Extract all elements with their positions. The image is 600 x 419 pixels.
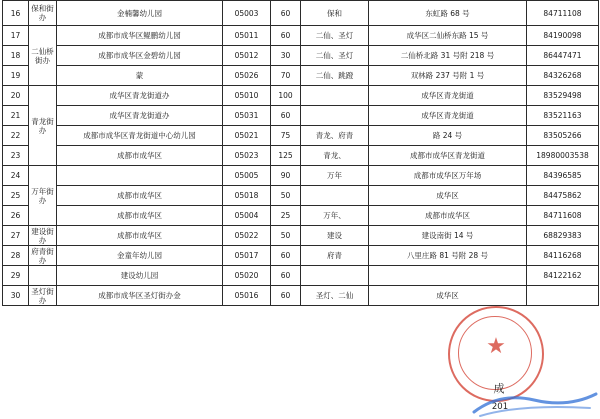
- kindergarten-name: 建设幼儿园: [57, 266, 223, 286]
- watermark-underline: [480, 407, 590, 416]
- enrollment-count: 70: [271, 66, 301, 86]
- kindergarten-name: 成华区青龙街道办: [57, 106, 223, 126]
- phone-number: 68829383: [527, 226, 599, 246]
- address: 成华区: [369, 186, 527, 206]
- row-number: 19: [3, 66, 29, 86]
- service-area: 青龙、府青: [301, 126, 369, 146]
- phone-number: 84116268: [527, 246, 599, 266]
- row-number: 22: [3, 126, 29, 146]
- row-number: 20: [3, 86, 29, 106]
- enrollment-count: 60: [271, 266, 301, 286]
- street-office: 圣灯街办: [29, 286, 57, 306]
- phone-number: 84711608: [527, 206, 599, 226]
- street-office: 建设街办: [29, 226, 57, 246]
- kindergarten-name: 成都市成华区: [57, 206, 223, 226]
- street-office: 青龙街办: [29, 86, 57, 166]
- phone-number: 84190098: [527, 26, 599, 46]
- watermark-swoosh: [474, 394, 596, 412]
- issuing-organization: 成: [493, 382, 505, 395]
- address: 双林路 237 号附 1 号: [369, 66, 527, 86]
- address: 东虹路 68 号: [369, 1, 527, 26]
- enrollment-count: 60: [271, 1, 301, 26]
- service-area: 二仙、圣灯: [301, 26, 369, 46]
- row-number: 18: [3, 46, 29, 66]
- kindergarten-code: 05026: [223, 66, 271, 86]
- street-office: 二仙桥街办: [29, 26, 57, 86]
- enrollment-count: 50: [271, 186, 301, 206]
- enrollment-count: 125: [271, 146, 301, 166]
- kindergarten-name: 成都市成华区金碧幼儿园: [57, 46, 223, 66]
- service-area: 青龙、: [301, 146, 369, 166]
- table-row: [3, 286, 599, 306]
- kindergarten-code: 05005: [223, 166, 271, 186]
- service-area: 圣灯、二仙: [301, 286, 369, 306]
- issue-date: 201: [491, 402, 509, 412]
- kindergarten-table: [2, 0, 599, 306]
- enrollment-count: 60: [271, 106, 301, 126]
- phone-number: 84475862: [527, 186, 599, 206]
- kindergarten-name: 成都市成华区鲲鹏幼儿园: [57, 26, 223, 46]
- enrollment-count: 30: [271, 46, 301, 66]
- kindergarten-code: 05023: [223, 146, 271, 166]
- site-watermark-icon: [470, 386, 600, 418]
- kindergarten-code: 05021: [223, 126, 271, 146]
- address: 路 24 号: [369, 126, 527, 146]
- phone-number: 84326268: [527, 66, 599, 86]
- kindergarten-name: [57, 166, 223, 186]
- enrollment-count: 50: [271, 226, 301, 246]
- address: 成都市成华区: [369, 206, 527, 226]
- phone-number: 84711108: [527, 1, 599, 26]
- phone-number: 83505266: [527, 126, 599, 146]
- address: 成华区: [369, 286, 527, 306]
- table-row: [3, 126, 599, 146]
- address: 成华区二仙桥东路 15 号: [369, 26, 527, 46]
- row-number: 17: [3, 26, 29, 46]
- row-number: 29: [3, 266, 29, 286]
- table-row: [3, 146, 599, 166]
- phone-number: [527, 286, 599, 306]
- service-area: [301, 186, 369, 206]
- table-row: [3, 266, 599, 286]
- street-office: 府青街办: [29, 246, 57, 266]
- address: 二仙桥北路 31 号附 218 号: [369, 46, 527, 66]
- enrollment-count: 100: [271, 86, 301, 106]
- kindergarten-code: 05004: [223, 206, 271, 226]
- kindergarten-code: 05017: [223, 246, 271, 266]
- address: 八里庄路 81 号附 28 号: [369, 246, 527, 266]
- kindergarten-code: 05011: [223, 26, 271, 46]
- row-number: 27: [3, 226, 29, 246]
- service-area: 二仙、圣灯: [301, 46, 369, 66]
- seal-star-icon: ★: [486, 334, 506, 359]
- kindergarten-name: 成华区青龙街道办: [57, 86, 223, 106]
- kindergarten-code: 05010: [223, 86, 271, 106]
- service-area: 万年: [301, 166, 369, 186]
- service-area: 保和: [301, 1, 369, 26]
- row-number: 26: [3, 206, 29, 226]
- phone-number: 84396585: [527, 166, 599, 186]
- kindergarten-name: 成都市成华区: [57, 146, 223, 166]
- address: [369, 266, 527, 286]
- row-number: 28: [3, 246, 29, 266]
- phone-number: 84122162: [527, 266, 599, 286]
- enrollment-count: 60: [271, 286, 301, 306]
- service-area: 万年、: [301, 206, 369, 226]
- service-area: 建设: [301, 226, 369, 246]
- service-area: [301, 106, 369, 126]
- street-office: 保和街办: [29, 1, 57, 26]
- table-row: [3, 86, 599, 106]
- service-area: 二仙、跳蹬: [301, 66, 369, 86]
- enrollment-count: 25: [271, 206, 301, 226]
- address: 成华区青龙街道: [369, 106, 527, 126]
- kindergarten-name: 成都市成华区圣灯街办金: [57, 286, 223, 306]
- kindergarten-name: 成都市成华区: [57, 186, 223, 206]
- kindergarten-name: 成都市成华区: [57, 226, 223, 246]
- service-area: [301, 86, 369, 106]
- address: 成都市成华区青龙街道: [369, 146, 527, 166]
- address: 成都市成华区万年场: [369, 166, 527, 186]
- kindergarten-code: 05016: [223, 286, 271, 306]
- row-number: 25: [3, 186, 29, 206]
- row-number: 16: [3, 1, 29, 26]
- phone-number: 18980003538: [527, 146, 599, 166]
- enrollment-count: 60: [271, 246, 301, 266]
- kindergarten-code: 05003: [223, 1, 271, 26]
- enrollment-count: 60: [271, 26, 301, 46]
- enrollment-count: 90: [271, 166, 301, 186]
- kindergarten-code: 05031: [223, 106, 271, 126]
- service-area: [301, 266, 369, 286]
- row-number: 30: [3, 286, 29, 306]
- table-row: [3, 246, 599, 266]
- table-row: [3, 46, 599, 66]
- kindergarten-name: 成都市成华区青龙街道中心幼儿园: [57, 126, 223, 146]
- phone-number: 83529498: [527, 86, 599, 106]
- service-area: 府青: [301, 246, 369, 266]
- kindergarten-code: 05020: [223, 266, 271, 286]
- street-office: [29, 266, 57, 286]
- kindergarten-name: 蒙: [57, 66, 223, 86]
- table-row: [3, 66, 599, 86]
- enrollment-count: 75: [271, 126, 301, 146]
- table-row: [3, 226, 599, 246]
- table-row: [3, 1, 599, 26]
- kindergarten-name: 金楠馨幼儿园: [57, 1, 223, 26]
- row-number: 23: [3, 146, 29, 166]
- phone-number: 83521163: [527, 106, 599, 126]
- phone-number: 86447471: [527, 46, 599, 66]
- row-number: 24: [3, 166, 29, 186]
- address: 建设南街 14 号: [369, 226, 527, 246]
- table-row: [3, 26, 599, 46]
- table-row: [3, 106, 599, 126]
- row-number: 21: [3, 106, 29, 126]
- kindergarten-name: 金童年幼儿园: [57, 246, 223, 266]
- table-row: [3, 166, 599, 186]
- kindergarten-code: 05022: [223, 226, 271, 246]
- table-row: [3, 186, 599, 206]
- street-office: 万年街办: [29, 166, 57, 226]
- kindergarten-code: 05012: [223, 46, 271, 66]
- table-row: [3, 206, 599, 226]
- address: 成华区青龙街道: [369, 86, 527, 106]
- kindergarten-code: 05018: [223, 186, 271, 206]
